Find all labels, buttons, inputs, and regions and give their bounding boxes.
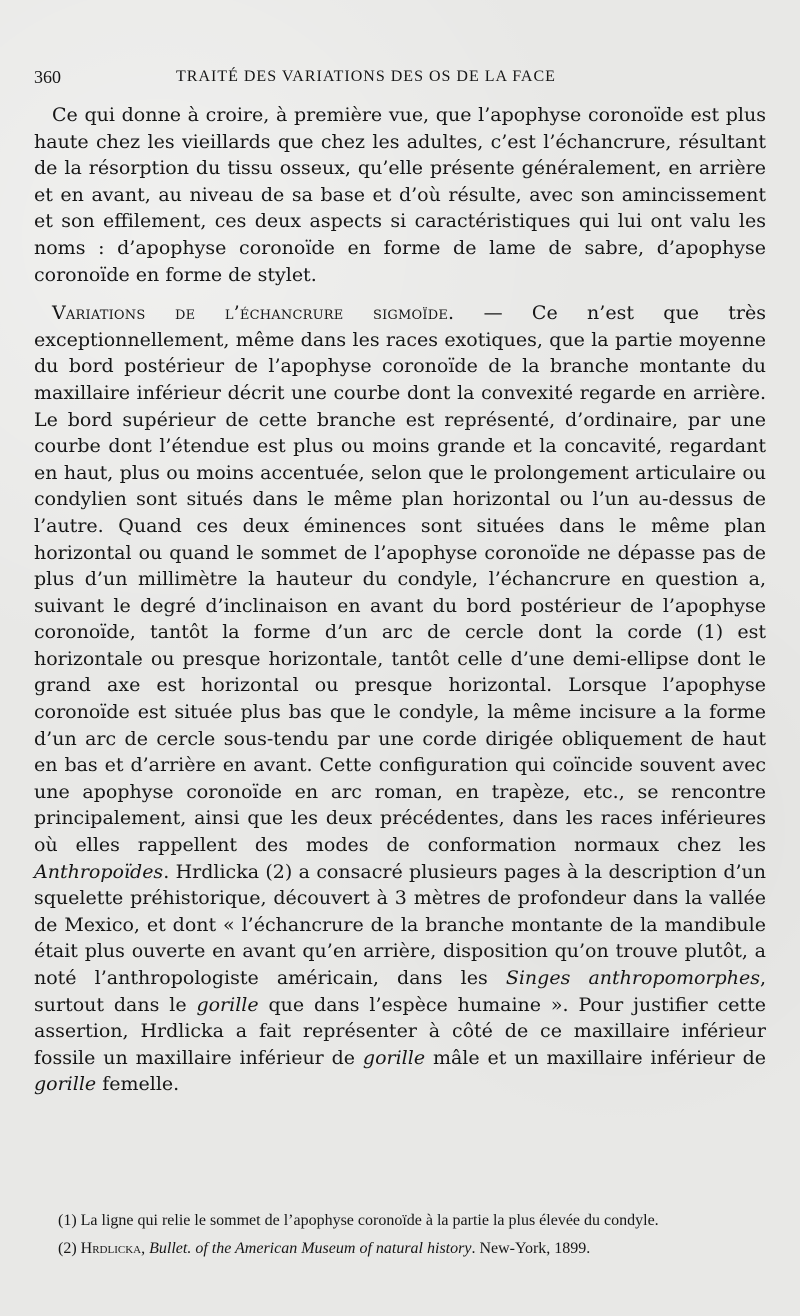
main-text bbox=[34, 102, 766, 1098]
footnotes bbox=[34, 1210, 766, 1266]
footnote-reference-2: (2) bbox=[265, 860, 293, 883]
italic-term-gorille-2: gorille bbox=[362, 1046, 426, 1069]
paragraph-1: Ce qui donne à croire, à première vue, que l’apophyse coronoïde est plus haute chez les vieillards que chez les adultes, c’est l’échancrure, résultant de la résorption du tissu osseux, qu’elle présente généralement, en arrière et en avant, au niveau de sa base et d’où résulte, avec son amincissement et son effilement, ces deux aspects si caractéristiques qui lui ont valu les noms : d’apophyse coronoïde en forme de lame de sabre, d’apophyse coronoïde en forme de stylet. bbox=[34, 104, 766, 286]
italic-term-gorille-1: gorille bbox=[196, 993, 259, 1016]
italic-term-gorille-3: gorille bbox=[34, 1073, 97, 1096]
paragraph-2-text-3: . Hrdlicka bbox=[163, 860, 266, 883]
footnote-2 bbox=[34, 1238, 766, 1260]
paragraph-2-text-5: , surtout dans le bbox=[34, 967, 766, 1016]
paragraph-2-text-6: que dans l’espèce humaine ». Pour justifier cette assertion, Hrdlicka a fait représenter à côté de ce maxillaire inférieur fossile un maxillaire inférieur de bbox=[34, 993, 766, 1069]
italic-term-singes-anthropomorphes: Singes anthropomorphes bbox=[505, 967, 760, 989]
paragraph-2-text-4: a consacré plusieurs pages à la description d’un squelette préhistorique, découvert à 3 mètres de profondeur dans la vallée de Mexico, et dont « l’échancrure de la branche montante de la mandibule était plus ouverte en avant qu’en arrière, disposition qu’on trouve plutôt, a noté l’anthropologiste américain, dans les bbox=[34, 860, 766, 989]
section-heading-inline: Variations de l’échancrure sigmoïde. bbox=[52, 302, 455, 325]
running-title: TRAITÉ DES VARIATIONS DES OS DE LA FACE bbox=[176, 68, 556, 85]
footnote-2-author: Hrdlicka bbox=[80, 1240, 142, 1257]
paragraph-2-text-7: mâle et un maxillaire inférieur de bbox=[425, 1046, 767, 1069]
footnote-2-journal-title: Bullet. of the American Museum of natural history bbox=[149, 1240, 472, 1257]
footnote-2-text-1: , bbox=[141, 1240, 150, 1257]
footnote-2-ref: (2) bbox=[58, 1240, 77, 1257]
paragraph-2-text-2: est horizontale ou presque horizontale, tantôt celle d’une demi-ellipse dont le grand axe est horizontal ou presque horizontal. Lorsque l’apophyse coronoïde est située plus bas que le condyle, la même incisure a la forme d’un arc de cercle sous-tendu par une corde dirigée obliquement de haut en bas et d’arrière en avant. Cette configuration qui coïncide souvent avec une apophyse coronoïde en arc roman, en trapèze, etc., se rencontre principalement, ainsi que les deux précédentes, dans les races inférieures où elles rappellent des modes de conformation normaux chez les bbox=[34, 621, 767, 857]
footnote-2-text-2: . New-York, 1899. bbox=[471, 1240, 591, 1257]
footnote-1-ref: (1) bbox=[58, 1212, 77, 1229]
page-header bbox=[34, 66, 766, 94]
paragraph-2 bbox=[34, 300, 766, 1098]
footnote-reference-1: (1) bbox=[696, 621, 724, 644]
italic-term-anthropoides: Anthropoïdes bbox=[34, 860, 164, 883]
footnote-1-text: La ligne qui relie le sommet de l’apophyse coronoïde à la partie la plus élevée du condyle. bbox=[76, 1212, 659, 1229]
footnote-1 bbox=[34, 1210, 766, 1232]
paragraph-2-text-1: — Ce n’est que très exceptionnellement, même dans les races exotiques, que la partie moyenne du bord postérieur de l’apophyse coronoïde de la branche montante du maxillaire inférieur décrit une courbe dont la convexité regarde en arrière. Le bord supérieur de cette branche est représenté, d’ordinaire, par une courbe dont l’étendue est plus ou moins grande et la concavité, regardant en haut, plus ou moins accentuée, selon que le prolongement articulaire ou condylien sont situés dans le même plan horizontal ou l’un au-dessus de l’autre. Quand ces deux éminences sont situées dans le même plan horizontal ou quand le sommet de l’apophyse coronoïde ne dépasse pas de plus d’un millimètre la hauteur du condyle, l’échancrure en question a, suivant le degré d’inclinaison en avant du bord postérieur de l’apophyse coronoïde, tantôt la forme d’un arc de cercle dont la corde bbox=[34, 302, 766, 644]
page-number: 360 bbox=[34, 67, 61, 87]
paragraph-2-text-8: femelle. bbox=[96, 1073, 180, 1096]
